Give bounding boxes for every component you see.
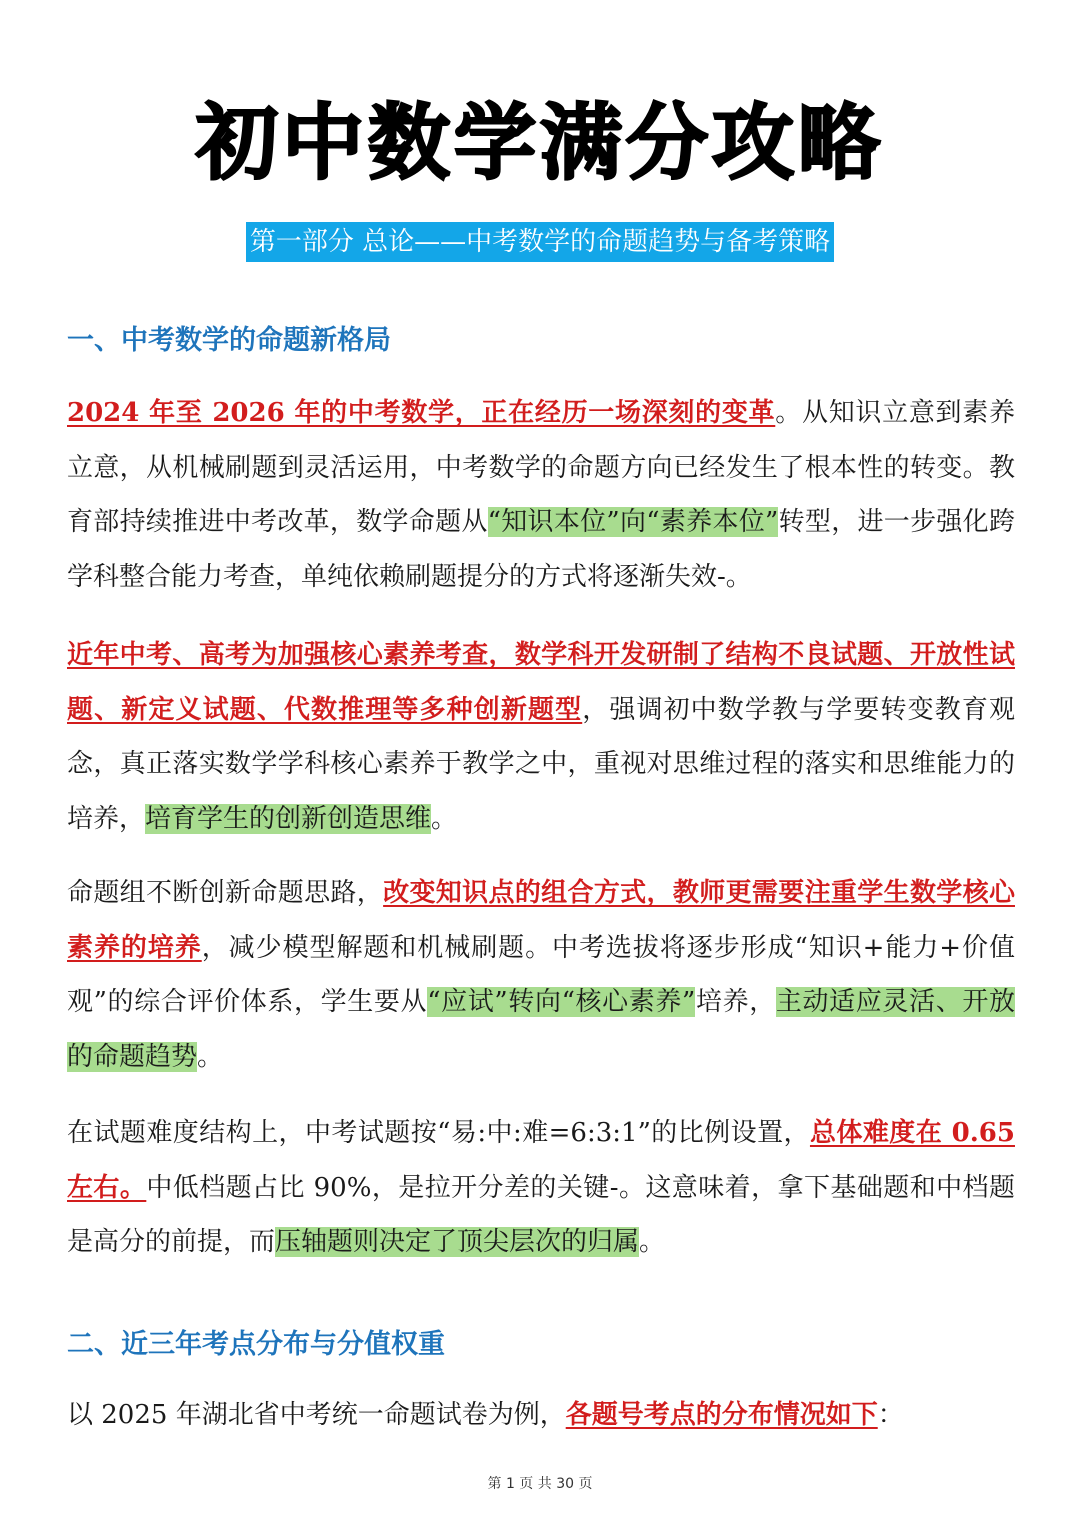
emphasis-text: 各题号考点的分布情况如下 (565, 1400, 878, 1430)
section-1-paragraph-4 (67, 1106, 1015, 1270)
section-1-paragraph-3 (67, 866, 1015, 1084)
highlight-text: “知识本位”向“素养本位” (487, 507, 779, 537)
emphasis-text: 改变知识点的组合方式，教师更需要注重学生数学核心素养的培养 (67, 878, 1015, 963)
body-text: ，减少模型解题和机械刷题。中考选拔将逐步形成“知识+能力+价值观”的综合评价体系，学生要从 (67, 932, 1015, 1017)
body-text: 培养， (695, 987, 776, 1017)
emphasis-text: 近年中考、高考为加强核心素养考查，数学科开发研制了结构不良试题、开放性试题、新定义试题、代数推理等多种创新题型 (67, 640, 1015, 725)
subtitle-banner (0, 222, 1080, 262)
body-text: 。 (431, 803, 458, 834)
body-text: 。 (639, 1227, 666, 1257)
page-number: 第 1 页 共 30 页 (487, 1476, 593, 1492)
emphasis-text: 2024 年至 2026 年的中考数学，正在经历一场深刻的变革 (67, 398, 776, 428)
section-1-paragraph-1 (67, 386, 1015, 604)
highlight-text: 主动适应灵活、开放的命题趋势 (67, 987, 1015, 1072)
body-text: 在试题难度结构上，中考试题按“易:中:难=6:3:1”的比例设置， (67, 1118, 810, 1148)
body-text: 转型，进一步强化跨学科整合能力考查，单纯依赖刷题提分的方式将逐渐失效-。 (67, 507, 1015, 592)
body-text: ，强调初中数学教与学要转变教育观念，真正落实数学学科核心素养于教学之中，重视对思维过程的落实和思维能力的培养， (67, 694, 1015, 834)
section-2-heading: 二、近三年考点分布与分值权重 (67, 1329, 445, 1360)
section-1-paragraph-2 (67, 628, 1015, 846)
body-text: 。从知识立意到素养立意，从机械刷题到灵活运用，中考数学的命题方向已经发生了根本性的转变。教育部持续推进中考改革，数学命题从 (67, 398, 1015, 537)
body-text: 。 (197, 1041, 224, 1072)
highlight-text: 培育学生的创新创造思维 (145, 803, 432, 834)
highlight-text: 压轴题则决定了顶尖层次的归属 (275, 1227, 640, 1257)
body-text: 以 2025 年湖北省中考统一命题试卷为例， (67, 1400, 566, 1430)
section-1-heading: 一、中考数学的命题新格局 (67, 325, 391, 356)
emphasis-text: 总体难度在 0.65 左右。 (67, 1118, 1015, 1203)
body-text: 中低档题占比 90%，是拉开分差的关键-。这意味着，拿下基础题和中档题是高分的前提，而 (67, 1172, 1015, 1257)
document-title: 初中数学满分攻略 (195, 96, 884, 191)
part-subtitle: 第一部分 总论——中考数学的命题趋势与备考策略 (246, 222, 834, 262)
body-text: 命题组不断创新命题思路， (67, 878, 384, 908)
section-2-paragraph-1 (67, 1388, 1015, 1443)
body-text: ： (877, 1400, 904, 1430)
highlight-text: “应试”转向“核心素养” (427, 987, 696, 1017)
